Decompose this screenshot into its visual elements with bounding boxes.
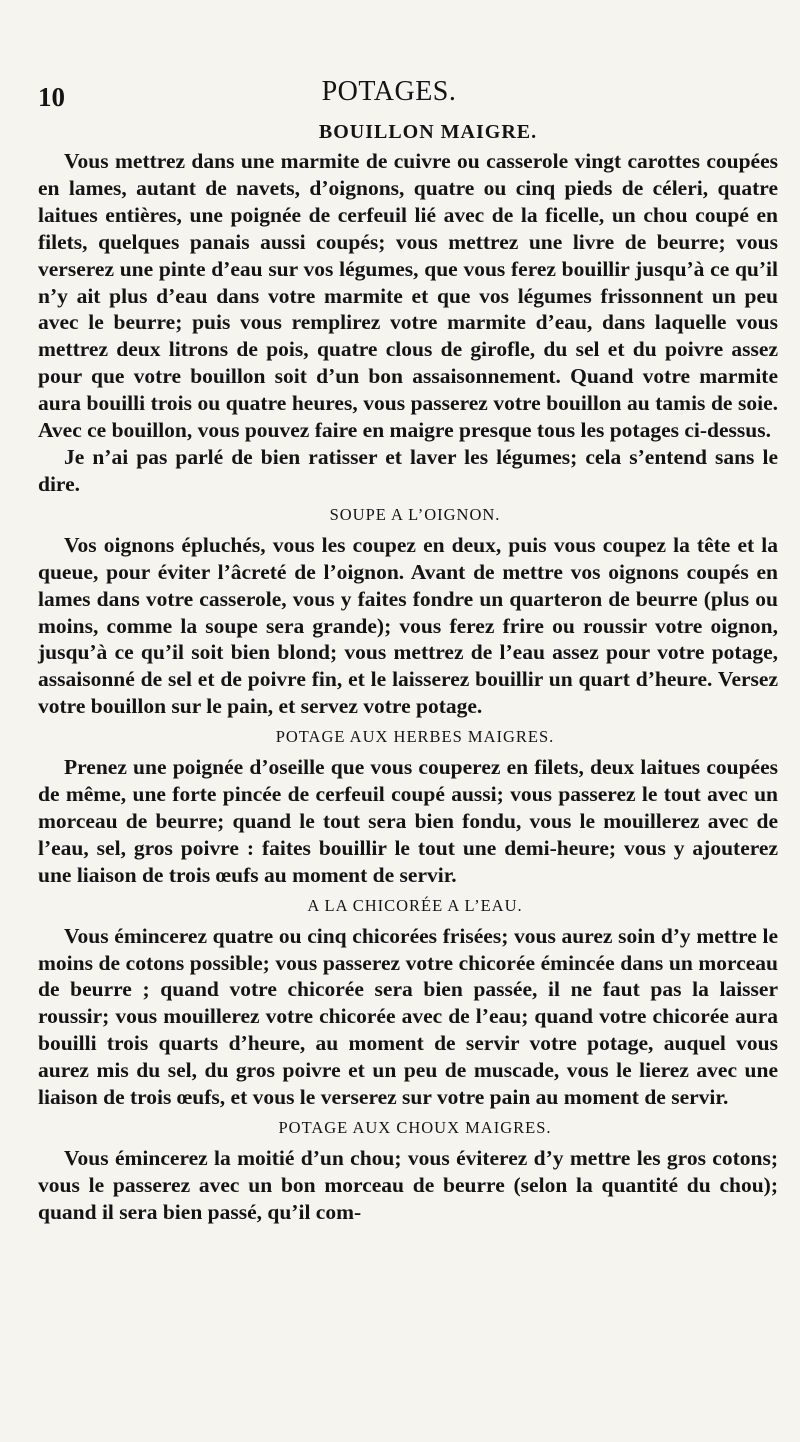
section-heading: A LA CHICORÉE A L’EAU. xyxy=(307,895,523,915)
paragraph: Vos oignons épluchés, vous les coupez en deux, puis vous coupez la tête et la queue, pour éviter l’âcreté de l’oignon. Avant de mettre vos oignons coupés en lames dans votre casserole, vous y faites fondre un quarteron de beurre (plus ou moins, comme la soupe sera grande); vous ferez frire ou roussir votre oignon, jusqu’à ce qu’il soit bien blond; vous mettrez de l’eau assez pour votre potage, assaisonné de sel et de poivre fin, et le laisserez bouillir un quart d’heure. Versez votre bouillon sur le pain, et servez votre potage. xyxy=(38,532,778,719)
paragraph: Vous émincerez quatre ou cinq chicorées frisées; vous aurez soin d’y mettre le moins de cotons possible; vous passerez votre chicorée émincée dans un morceau de beurre ; quand votre chicorée sera bien passée, il ne faut pas la laisser roussir; vous mouillerez votre chicorée avec de l’eau; quand votre chicorée aura bouilli trois quarts d’heure, au moment de servir votre potage, auquel vous aurez mis du sel, du gros poivre et un peu de muscade, vous le lierez avec une liaison de trois œufs, et vous le verserez sur votre pain au moment de servir. xyxy=(38,923,778,1110)
section-heading: POTAGE AUX HERBES MAIGRES. xyxy=(275,727,555,747)
running-title: POTAGES. xyxy=(321,76,457,107)
section-heading: BOUILLON MAIGRE. xyxy=(318,121,538,143)
running-head xyxy=(38,76,740,110)
paragraph: Prenez une poignée d’oseille que vous couperez en filets, deux laitues coupées de même, une forte pincée de cerfeuil coupé aussi; vous passerez le tout avec un morceau de beurre; quand le tout sera bien fondu, vous le mouillerez avec de l’eau, sel, gros poivre : faites bouillir le tout une demi-heure; vous y ajouterez une liaison de trois œufs au moment de servir. xyxy=(38,755,778,887)
section-heading: POTAGE AUX CHOUX MAIGRES. xyxy=(278,1118,552,1137)
page-number: 10 xyxy=(38,82,65,112)
paragraph: Vous mettrez dans une marmite de cuivre ou casserole vingt carottes coupées en lames, autant de navets, d’oignons, quatre ou cinq pieds de céleri, quatre laitues entières, une poignée de cerfeuil lié avec de la ficelle, un chou coupé en filets, quelques panais aussi coupés; vous mettrez une livre de beurre; vous verserez une pinte d’eau sur vos légumes, que vous ferez bouillir jusqu’à ce qu’il n’y ait plus d’eau dans votre marmite et que vos légumes frissonnent un peu avec le beurre; puis vous remplirez votre marmite d’eau, dans laquelle vous mettrez deux litrons de pois, quatre clous de girofle, du sel et du poivre assez pour que votre bouillon soit d’un bon assaisonnement. Quand votre marmite aura bouilli trois ou quatre heures, vous passerez votre bouillon au tamis de soie. Avec ce bouillon, vous pouvez faire en maigre presque tous les potages ci-dessus. xyxy=(38,149,778,443)
section-heading: SOUPE A L’OIGNON. xyxy=(329,504,501,524)
page-content xyxy=(38,116,778,1226)
paragraph: Vous émincerez la moitié d’un chou; vous éviterez d’y mettre les gros cotons; vous le passerez avec un bon morceau de beurre (selon la quantité du chou); quand il sera bien passé, qu’il com- xyxy=(38,1146,778,1224)
paragraph: Je n’ai pas parlé de bien ratisser et laver les légumes; cela s’entend sans le dire. xyxy=(38,444,778,496)
